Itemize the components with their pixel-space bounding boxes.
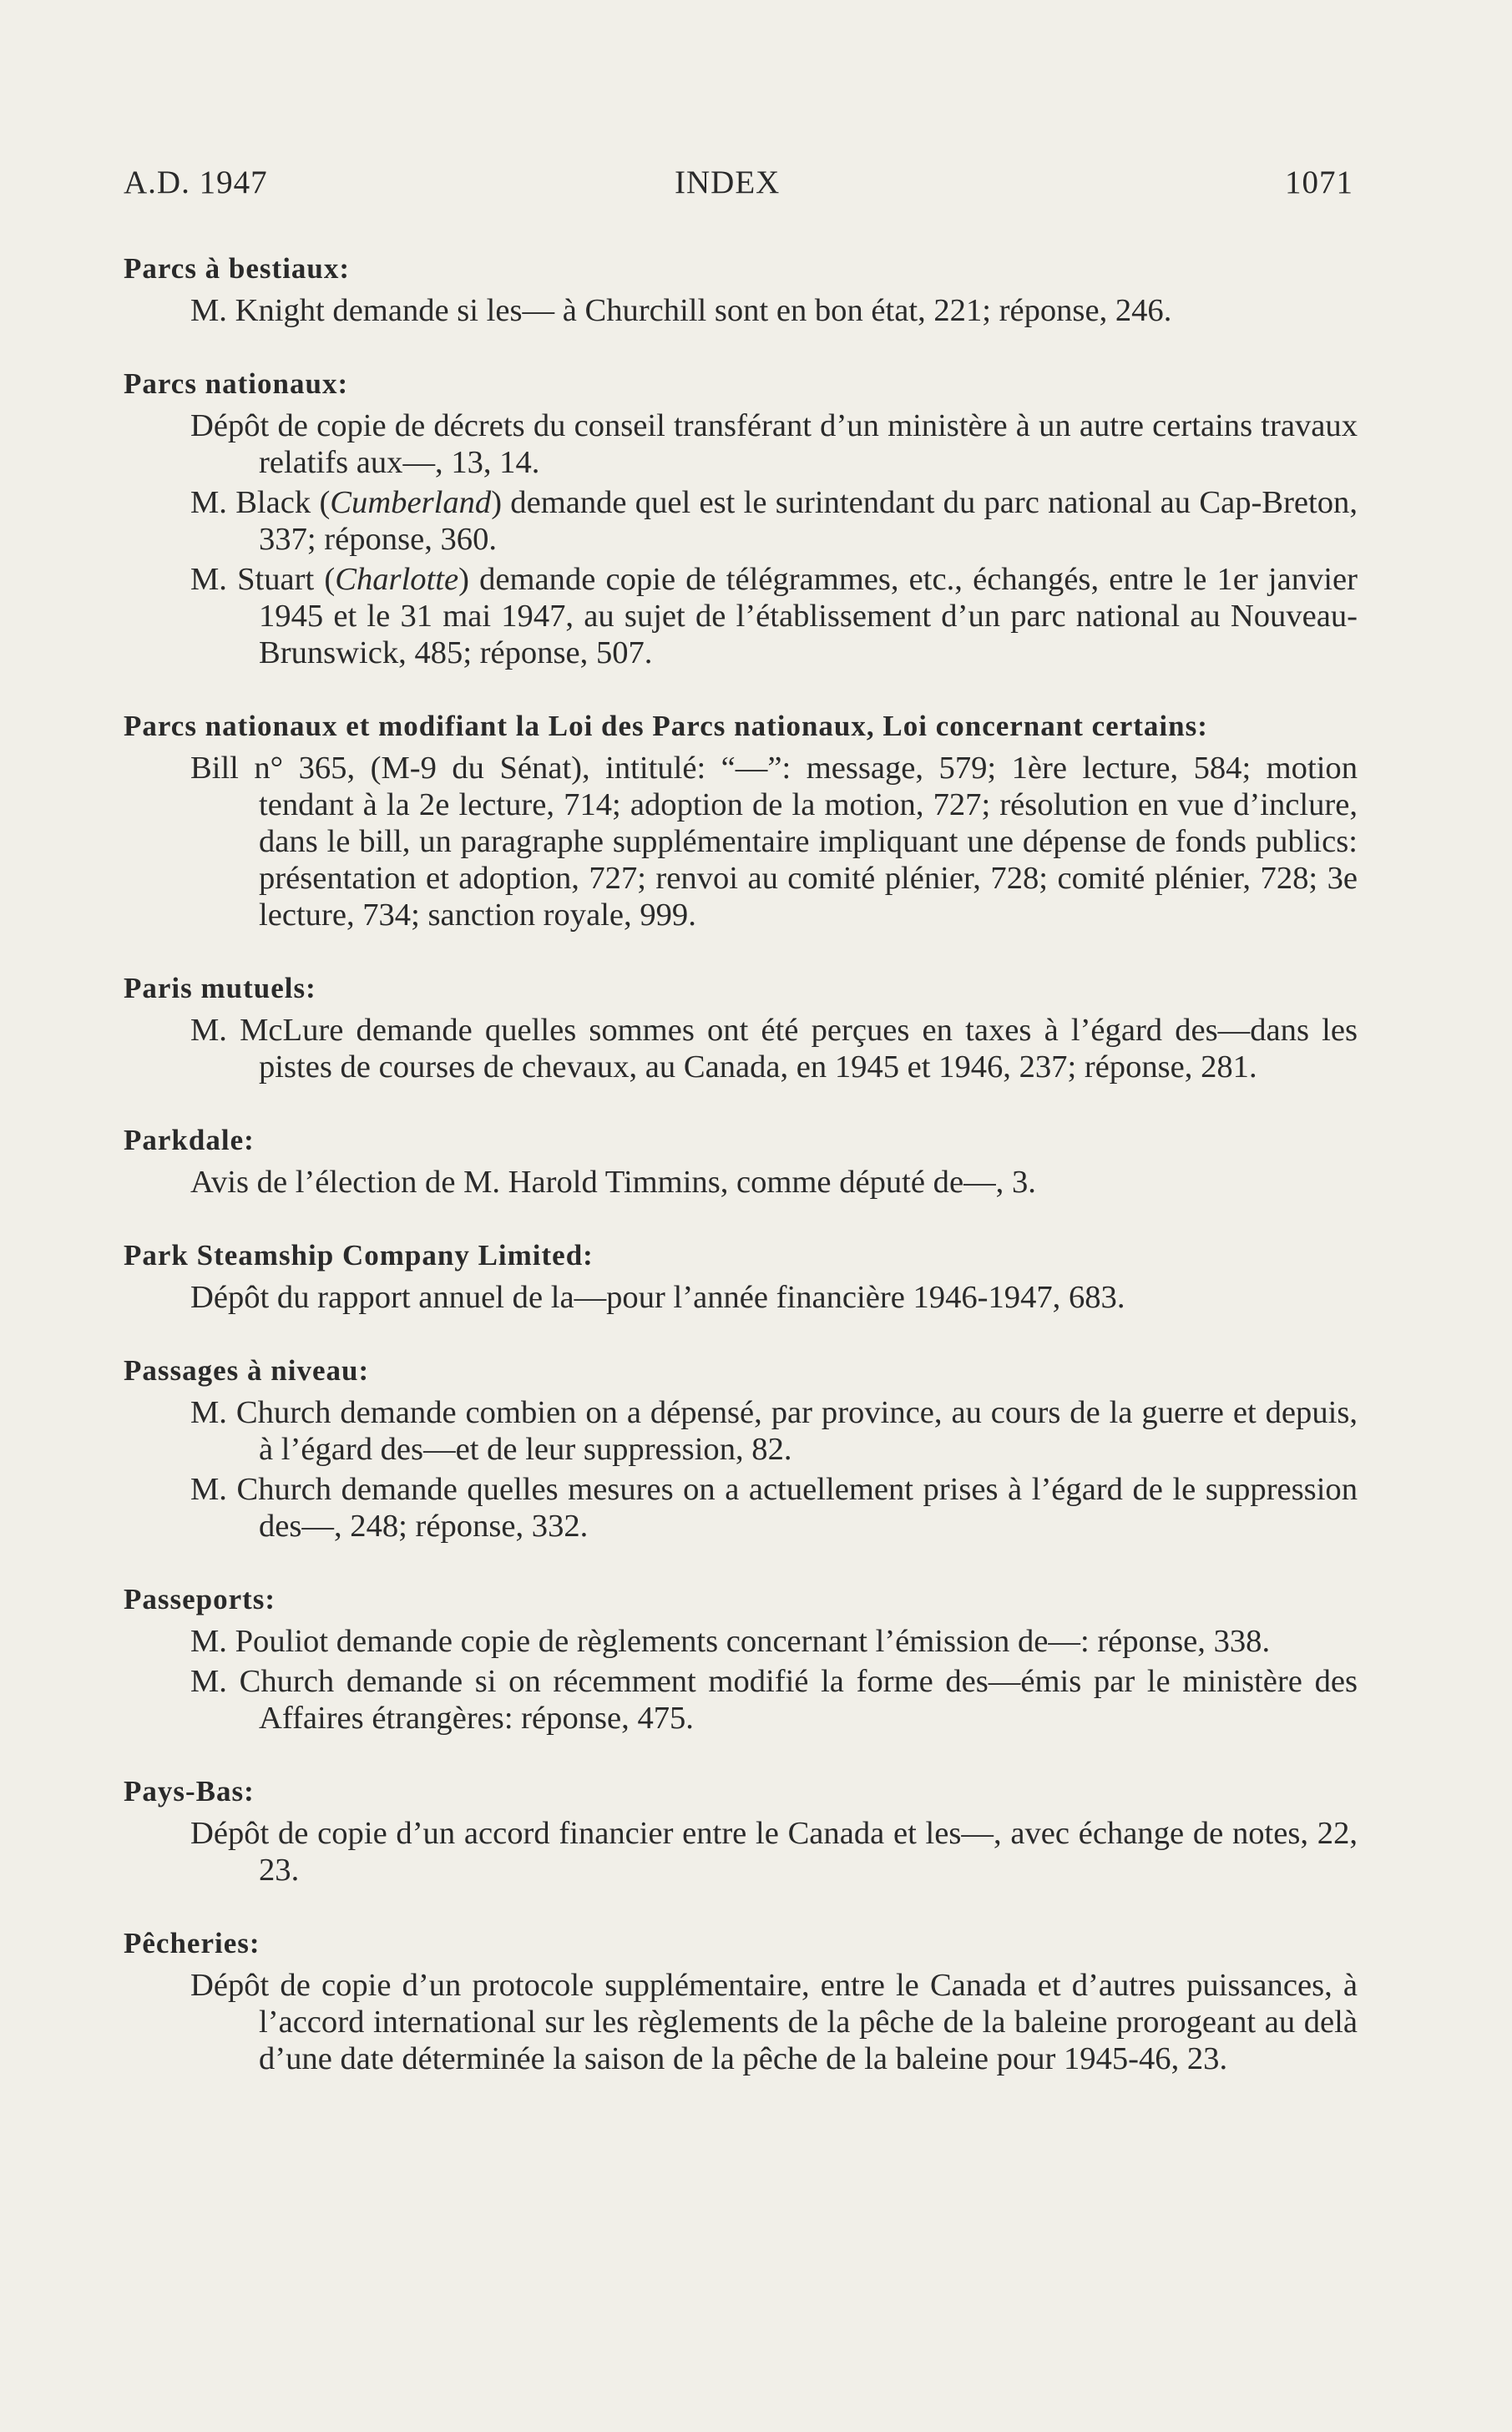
index-entry <box>124 1237 1358 1316</box>
entry-item: M. Church demande si on récemment modifié la forme des—émis par le ministère des Affaires étrangères: réponse, 475. <box>190 1664 1358 1736</box>
page-number: 1071 <box>1285 164 1353 200</box>
index-entry <box>124 1353 1358 1545</box>
entry-item: Dépôt du rapport annuel de la—pour l’année financière 1946-1947, 683. <box>190 1280 1125 1315</box>
index-entry <box>124 970 1358 1085</box>
entry-heading: Parcs nationaux et modifiant la Loi des Parcs nationaux, Loi concernant certains: <box>124 710 1208 742</box>
entry-heading: Parkdale: <box>124 1124 255 1156</box>
index-entry <box>124 708 1358 933</box>
entry-item: Dépôt de copie de décrets du conseil transférant d’un ministère à un autre certains travaux relatifs aux—, 13, 14. <box>190 408 1358 480</box>
index-entry <box>124 1925 1358 2077</box>
entry-item: Dépôt de copie d’un accord financier entre le Canada et les—, avec échange de notes, 22, 23. <box>190 1816 1358 1888</box>
index-entry <box>124 1581 1358 1737</box>
index-entry <box>124 1773 1358 1888</box>
header-year: A.D. 1947 <box>124 164 268 200</box>
riding-name: Charlotte <box>335 562 459 597</box>
entry-item: M. Black (Cumberland) demande quel est le surintendant du parc national au Cap-Breton, 337; réponse, 360. <box>190 485 1358 557</box>
entry-heading: Passages à niveau: <box>124 1354 370 1387</box>
entry-item: M. Church demande quelles mesures on a actuellement prises à l’égard de le suppression des—, 248; réponse, 332. <box>190 1472 1358 1544</box>
entry-item: Avis de l’élection de M. Harold Timmins, comme député de—, 3. <box>190 1165 1036 1200</box>
entry-heading: Pêcheries: <box>124 1927 260 1959</box>
index-entry <box>124 250 1358 329</box>
index-entry <box>124 1122 1358 1201</box>
riding-name: Cumberland <box>330 485 492 520</box>
entry-item: M. Church demande combien on a dépensé, par province, au cours de la guerre et depuis, à l’égard des—et de leur suppression, 82. <box>190 1395 1358 1467</box>
entry-item: Bill n° 365, (M-9 du Sénat), intitulé: “—”: message, 579; 1ère lecture, 584; motion tendant à la 2e lecture, 714; adoption de la motion, 727; résolution en vue d’inclure, dans le bill, un paragraphe supplémentaire impliquant une dépense de fonds publics: présentation et adoption, 727; renvoi au comité plénier, 728; comité plénier, 728; 3e lecture, 734; sanction royale, 999. <box>190 751 1358 933</box>
entry-heading: Parcs nationaux: <box>124 367 349 400</box>
entry-heading: Paris mutuels: <box>124 972 316 1004</box>
entry-item: M. Pouliot demande copie de règlements concernant l’émission de—: réponse, 338. <box>190 1624 1271 1659</box>
entry-heading: Park Steamship Company Limited: <box>124 1239 594 1272</box>
entry-item: M. Knight demande si les— à Churchill sont en bon état, 221; réponse, 246. <box>190 293 1172 328</box>
index-entry <box>124 366 1358 671</box>
entry-heading: Parcs à bestiaux: <box>124 252 351 285</box>
entry-heading: Passeports: <box>124 1583 276 1615</box>
index-entries <box>124 250 1358 2114</box>
header-title: INDEX <box>675 164 781 200</box>
entry-heading: Pays-Bas: <box>124 1775 255 1808</box>
entry-item: Dépôt de copie d’un protocole supplémentaire, entre le Canada et d’autres puissances, à l’accord international sur les règlements de la pêche de la baleine prorogeant au delà d’une date déterminée la saison de la pêche de la baleine pour 1945-46, 23. <box>190 1968 1358 2076</box>
entry-item: M. Stuart (Charlotte) demande copie de télégrammes, etc., échangés, entre le 1er janvier 1945 et le 31 mai 1947, au sujet de l’établissement d’un parc national au Nouveau-Brunswick, 485; réponse, 507. <box>190 562 1358 670</box>
entry-item: M. McLure demande quelles sommes ont été perçues en taxes à l’égard des—dans les pistes de courses de chevaux, au Canada, en 1945 et 1946, 237; réponse, 281. <box>190 1013 1358 1085</box>
